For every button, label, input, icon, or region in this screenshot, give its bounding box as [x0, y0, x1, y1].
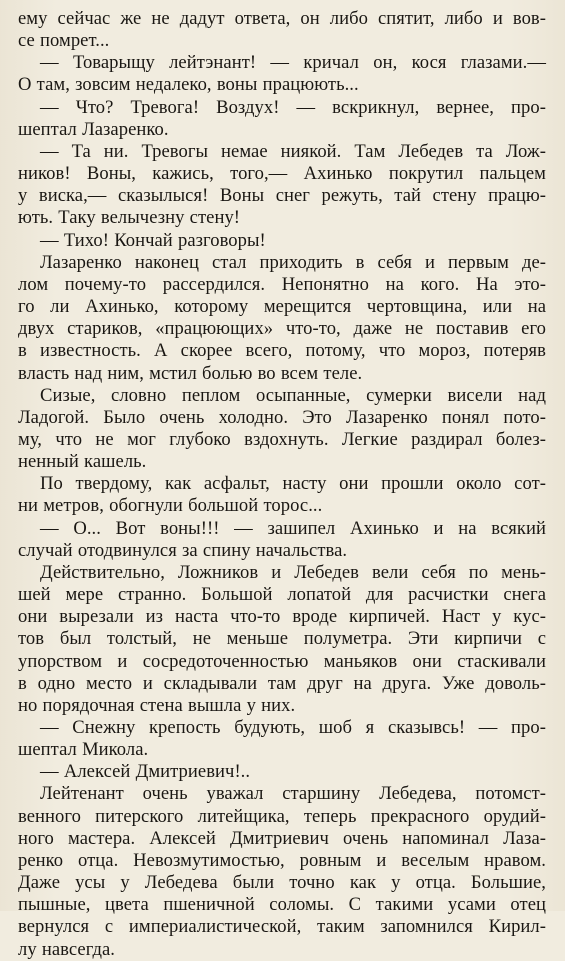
text-line: се помрет...	[18, 30, 110, 52]
text-line: шей мере странно. Большой лопатой для расчистки снега	[18, 584, 546, 606]
text-line: ников! Воны, кажись, того,— Ахинько покрутил пальцем	[18, 163, 546, 185]
text-line: в известность. А скорее всего, потому, что мороз, потеряв	[18, 340, 546, 362]
text-line: ренко отца. Невозмутимостью, ровным и веселым нравом.	[18, 849, 546, 871]
text-line: Даже усы у Лебедева были точно как у отца. Большие,	[18, 872, 546, 894]
text-line: ему сейчас же не дадут ответа, он либо спятит, либо и вов-	[18, 8, 546, 29]
text-line: — Алексей Дмитриевич!..	[40, 761, 251, 783]
text-line: пышные, цвета пшеничной соломы. С такими усами отец	[18, 894, 546, 916]
text-line: лом почему-то рассердился. Непонятно на кого. На это-	[18, 273, 546, 295]
text-line: — О... Вот воны!!! — зашипел Ахинько и на всякий	[40, 517, 546, 539]
text-line: ни метров, обогнули большой торос...	[18, 495, 323, 517]
text-line: власть над ним, мстил болью во всем теле.	[18, 362, 363, 384]
text-line: — Снежну крепость будують, шоб я сказывсь! — про-	[40, 717, 546, 738]
text-line: у виска,— сказылыся! Воны снег режуть, тай стену працю-	[18, 185, 546, 207]
text-line: ють. Таку велычезну стену!	[18, 207, 241, 229]
text-line: Ладогой. Было очень холодно. Это Лазаренко понял пото-	[18, 406, 546, 428]
text-line: О там, зовсим недалеко, воны працюють...	[18, 74, 359, 96]
text-line: они вырезали из наста что-то вроде кирпичей. Наст у кус-	[18, 606, 546, 628]
text-line: ного мастера. Алексей Дмитриевич очень напоминал Лаза-	[18, 827, 546, 849]
text-line: шептал Лазаренко.	[18, 118, 169, 140]
page-text	[18, 8, 546, 961]
text-line: шептал Микола.	[18, 739, 149, 761]
text-line: Сизые, словно пеплом осыпанные, сумерки висели над	[40, 384, 546, 406]
text-line: — Товарыщу лейтэнант! — кричал он, кося глазами.—	[40, 52, 546, 74]
text-line: Лазаренко наконец стал приходить в себя и первым де-	[40, 251, 546, 273]
text-line: венного питерского литейщика, теперь прекрасного орудий-	[18, 805, 546, 827]
text-line: — Тихо! Кончай разговоры!	[40, 229, 266, 251]
text-line: ненный кашель.	[18, 451, 147, 473]
text-line: случай отодвинулся за спину начальства.	[18, 539, 348, 561]
text-line: го ли Ахинько, которому мерещится чертовщина, или на	[18, 296, 546, 318]
text-line: Действительно, Ложников и Лебедев вели себя по мень-	[40, 561, 546, 583]
text-line: но порядочная стена вышла у них.	[18, 694, 296, 716]
text-line: Лейтенант очень уважал старшину Лебедева, потомст-	[40, 783, 546, 805]
text-line: тов был толстый, не меньше полуметра. Эти кирпичи с	[18, 628, 546, 650]
text-line: По твердому, как асфальт, насту они прошли около сот-	[40, 473, 546, 495]
text-line: — Та ни. Тревогы немае ниякой. Там Лебедев та Лож-	[40, 140, 546, 162]
text-line: му, что не мог глубоко вздохнуть. Легкие раздирал болез-	[18, 428, 546, 450]
text-line: упорством и сосредоточенностью маньяков они стаскивали	[18, 650, 546, 672]
text-line: вернулся с империалистической, таким запомнился Кирил-	[18, 916, 546, 938]
text-line: лу навсегда.	[18, 938, 115, 960]
text-line: — Что? Тревога! Воздух! — вскрикнул, вернее, про-	[40, 96, 546, 118]
text-line: в одно место и складывали там друг на друга. Уже доволь-	[18, 672, 546, 694]
text-line: двух стариков, «працюющих» что-то, даже не поставив его	[18, 318, 546, 340]
